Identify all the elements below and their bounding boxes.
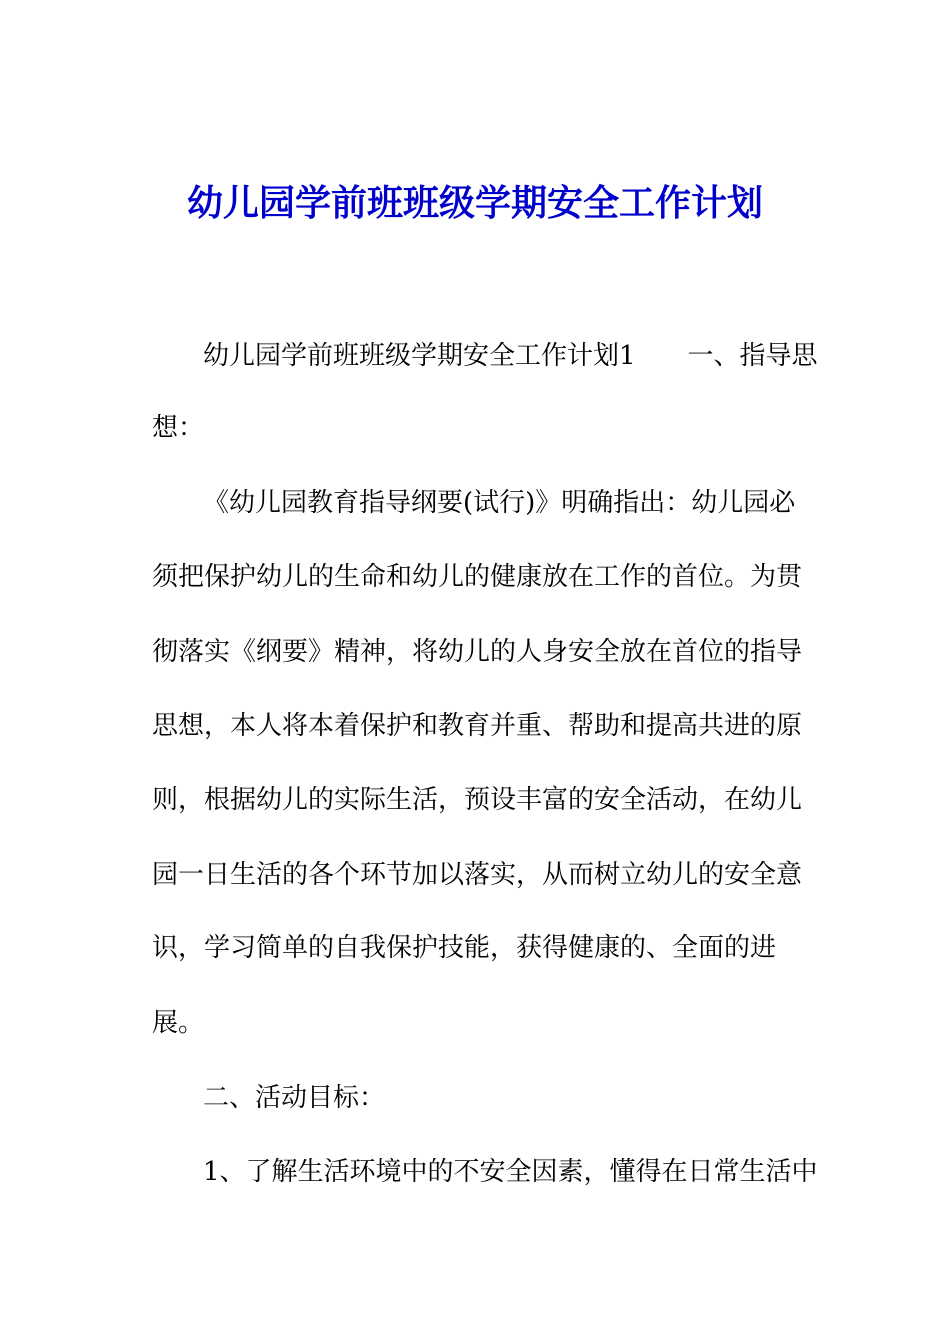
paragraph-line: 则，根据幼儿的实际生活，预设丰富的安全活动，在幼儿 [152,785,803,815]
goal-item-1: 1、了解生活环境中的不安全因素，懂得在日常生活中 [203,1157,818,1187]
paragraph-line: 《幼儿园教育指导纲要(试行)》明确指出：幼儿园必 [203,488,796,518]
paragraph-line: 思想，本人将本着保护和教育并重、帮助和提高共进的原 [152,711,803,741]
paragraph-line: 彻落实《纲要》精神，将幼儿的人身安全放在首位的指导 [152,637,803,667]
guiding-thought-heading: 一、指导思 [687,341,818,371]
paragraph-line: 想： [152,413,205,443]
document-title: 幼儿园学前班班级学期安全工作计划 [186,182,763,224]
section-2-heading: 二、活动目标： [203,1083,386,1113]
paragraph-line: 识，学习简单的自我保护技能，获得健康的、全面的进 [152,933,777,963]
paragraph-line: 须把保护幼儿的生命和幼儿的健康放在工作的首位。为贯 [152,562,803,592]
plan-number-label: 幼儿园学前班班级学期安全工作计划1 [203,341,636,371]
paragraph-line: 园一日生活的各个环节加以落实，从而树立幼儿的安全意 [152,860,803,890]
paragraph-line: 展。 [152,1008,205,1038]
section-1-heading [203,338,818,374]
